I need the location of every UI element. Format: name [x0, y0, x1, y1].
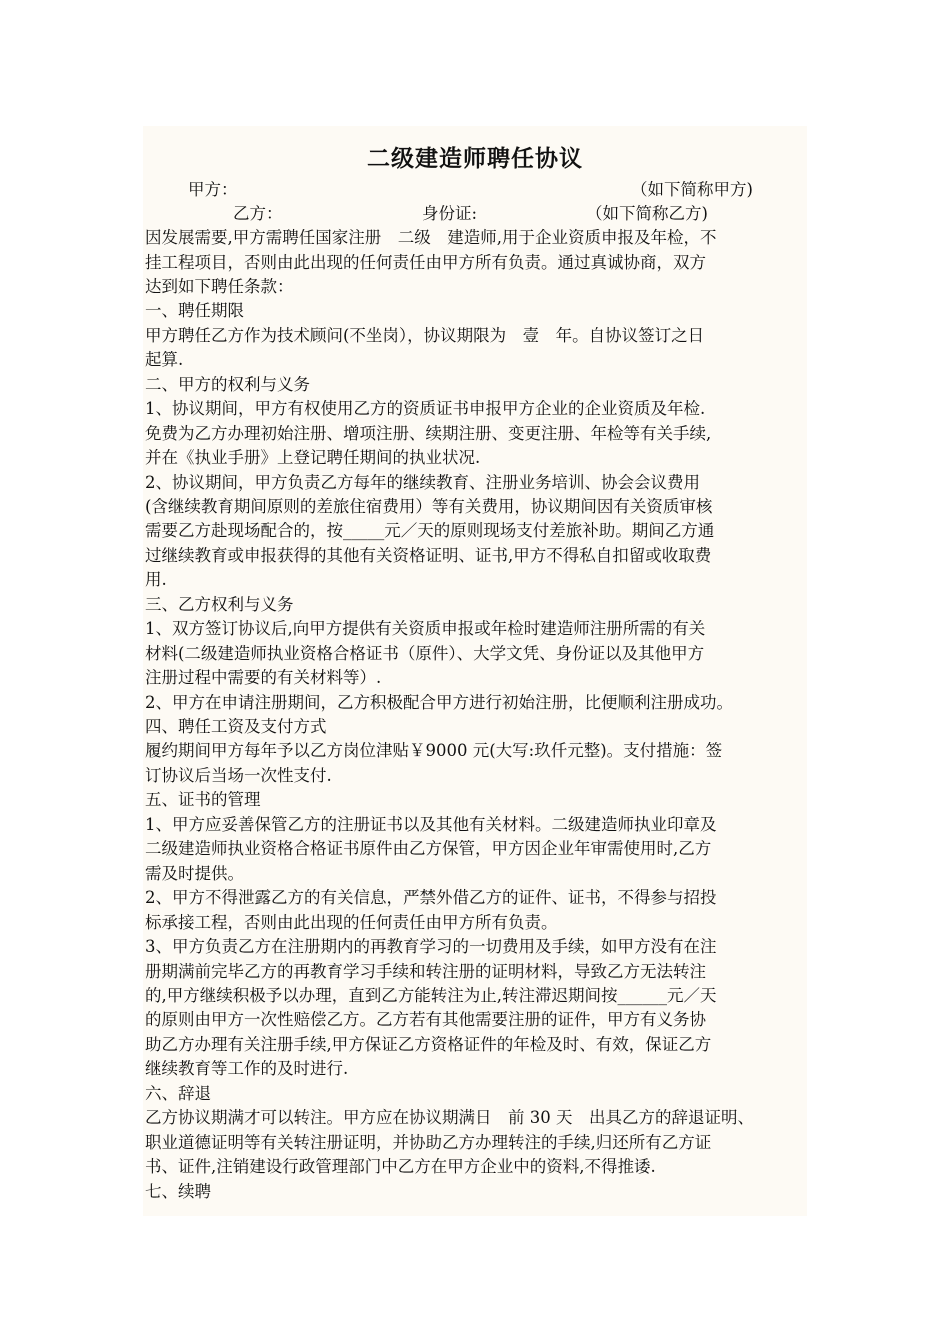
- body-line: 2、甲方在申请注册期间，乙方积极配合甲方进行初始注册，比便顺利注册成功。: [145, 692, 733, 712]
- body-line: 过继续教育或申报获得的其他有关资格证明、证书,甲方不得私自扣留或收取费: [145, 545, 712, 565]
- body-line: 三、乙方权利与义务: [145, 594, 294, 614]
- body-line: 六、辞退: [145, 1083, 211, 1103]
- body-line: 助乙方办理有关注册手续,甲方保证乙方资格证件的年检及时、有效，保证乙方: [145, 1034, 712, 1054]
- party-b-id-label: 身份证:: [422, 204, 478, 223]
- body-line: 册期满前完毕乙方的再教育学习手续和转注册的证明材料，导致乙方无法转注: [145, 961, 706, 981]
- party-a-label: 甲方：: [188, 180, 238, 199]
- body-line: 注册过程中需要的有关材料等）.: [145, 668, 382, 688]
- body-line: 2、甲方不得泄露乙方的有关信息，严禁外借乙方的证件、证书，不得参与招投: [145, 888, 717, 908]
- body-line: 需及时提供。: [145, 863, 244, 883]
- body-line: 职业道德证明等有关转注册证明，并协助乙方办理转注的手续,归还所有乙方证: [145, 1132, 712, 1152]
- body-line: 并在《执业手册》上登记聘任期间的执业状况.: [145, 448, 481, 467]
- body-line: 四、聘任工资及支付方式: [145, 717, 327, 736]
- party-a-note: （如下简称甲方): [631, 180, 753, 199]
- body-line: 乙方协议期满才可以转注。甲方应在协议期满日 前 30 天 出具乙方的辞退证明、: [145, 1108, 754, 1128]
- body-line: 书、证件,注销建设行政管理部门中乙方在甲方企业中的资料,不得推诿.: [145, 1157, 656, 1177]
- body-line: 免费为乙方办理初始注册、增项注册、续期注册、变更注册、年检等有关手续,: [145, 423, 712, 443]
- body-line: 七、续聘: [145, 1181, 211, 1201]
- body-line: 3、甲方负责乙方在注册期内的再教育学习的一切费用及手续，如甲方没有在注: [145, 937, 717, 956]
- body-line: 2、协议期间，甲方负责乙方每年的继续教育、注册业务培训、协会会议费用: [145, 472, 700, 492]
- body-line: 订协议后当场一次性支付.: [145, 765, 332, 785]
- body-line: 因发展需要,甲方需聘任国家注册 二级 建造师,用于企业资质申报及年检，不: [145, 228, 717, 247]
- body-line: 的,甲方继续积极予以办理，直到乙方能转注为止,转注滞迟期间按______元／天: [145, 985, 717, 1005]
- body-line: 继续教育等工作的及时进行.: [145, 1059, 349, 1079]
- body-line: 材料(二级建造师执业资格合格证书（原件）、大学文凭、身份证以及其他甲方: [145, 643, 705, 663]
- party-b-label: 乙方：: [233, 204, 283, 223]
- document-page: [143, 126, 807, 1216]
- body-line: (含继续教育期间原则的差旅住宿费用）等有关费用，协议期间因有关资质审核: [145, 496, 713, 516]
- body-line: 1、双方签订协议后,向甲方提供有关资质申报或年检时建造师注册所需的有关: [145, 619, 706, 639]
- body-line: 1、协议期间，甲方有权使用乙方的资质证书申报甲方企业的企业资质及年检.: [145, 399, 706, 419]
- body-line: 达到如下聘任条款：: [145, 276, 294, 296]
- body-line: 二级建造师执业资格合格证书原件由乙方保管，甲方因企业年审需使用时,乙方: [145, 839, 712, 859]
- document-title: 二级建造师聘任协议: [367, 146, 583, 172]
- body-line: 挂工程项目，否则由此出现的任何责任由甲方所有负责。通过真诚协商，双方: [145, 252, 706, 272]
- body-line: 用.: [145, 570, 167, 590]
- body-line: 履约期间甲方每年予以乙方岗位津贴￥9000 元(大写:玖仟元整)。支付措施：签: [145, 741, 723, 761]
- body-line: 需要乙方赴现场配合的，按_____元／天的原则现场支付差旅补助。期间乙方通: [145, 521, 715, 541]
- body-line: 的原则由甲方一次性赔偿乙方。乙方若有其他需要注册的证件，甲方有义务协: [145, 1010, 706, 1030]
- body-line: 二、甲方的权利与义务: [145, 374, 310, 394]
- body-line: 1、甲方应妥善保管乙方的注册证书以及其他有关材料。二级建造师执业印章及: [145, 814, 717, 834]
- body-line: 一、聘任期限: [145, 301, 244, 321]
- party-b-note: （如下简称乙方): [586, 204, 708, 223]
- body-line: 起算.: [145, 350, 184, 370]
- body-line: 甲方聘任乙方作为技术顾问(不坐岗），协议期限为 壹 年。自协议签订之日: [145, 325, 705, 345]
- body-line: 标承接工程，否则由此出现的任何责任由甲方所有负责。: [145, 912, 558, 932]
- body-line: 五、证书的管理: [145, 790, 261, 810]
